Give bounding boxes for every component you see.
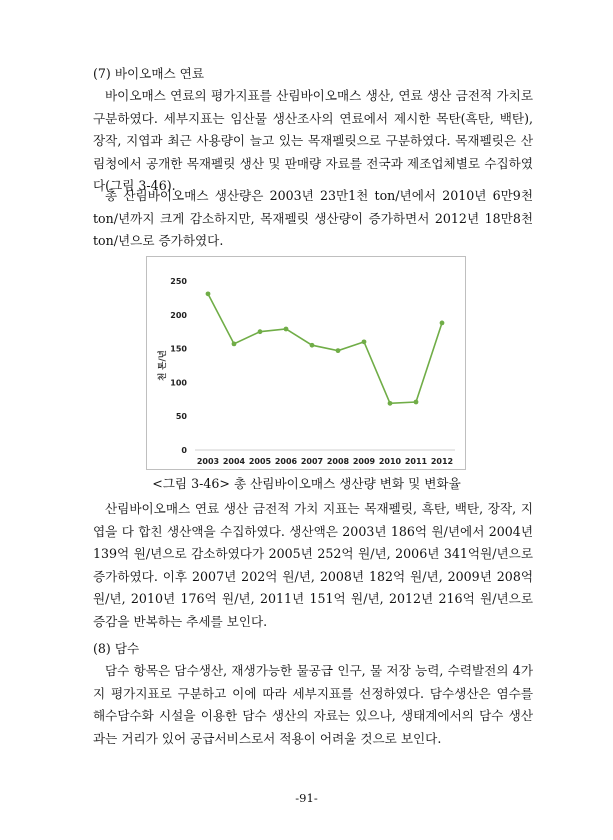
section-8-heading — [93, 638, 533, 661]
x-tick-label: 2008 — [326, 457, 350, 466]
x-tick-label: 2003 — [196, 457, 220, 466]
y-tick-label: 150 — [170, 344, 187, 354]
section-7-paragraph-2 — [93, 185, 533, 253]
data-point — [362, 339, 367, 344]
x-tick-label: 2004 — [222, 457, 246, 466]
data-point — [258, 329, 263, 334]
data-point — [414, 400, 419, 405]
y-axis-label — [157, 350, 168, 381]
y-tick-label: 0 — [181, 446, 187, 455]
section-heading-text: (8) 담수 — [93, 641, 140, 656]
figure-caption: <그림 3-46> 총 산림바이오매스 생산량 변화 및 변화율 — [152, 476, 461, 491]
page-number: -91- — [295, 791, 318, 805]
x-tick-label: 2011 — [404, 457, 428, 466]
x-tick-labels — [197, 457, 453, 466]
y-tick-label: 250 — [170, 277, 187, 286]
section-7-heading — [93, 63, 533, 86]
x-tick-label: 2009 — [352, 457, 376, 466]
x-tick-label: 2012 — [430, 457, 454, 466]
paragraph-3 — [93, 498, 533, 633]
data-point — [232, 341, 237, 346]
paragraph-text: 산림바이오매스 연료 생산 금전적 가치 지표는 목재펠릿, 흑탄, 백탄, 장작, 지엽을 다 합친 생산액을 수집하였다. 생산액은 2003년 186억 원/년에서 2004년 139억 원/년으로 감소하였다가 2005년 252억 원/년, 2006년 341억원/년으로 증가하였다. 이후 2007년 202억 원/년, 2008년 182억 원/년, 2009년 208억 원/년, 2010년 176억 원/년, 2011년 151억 원/년, 2012년 216억 원/년으로 증감을 반복하는 추세를 보인다. — [93, 501, 533, 629]
paragraph-text: 담수 항목은 담수생산, 재생가능한 물공급 인구, 물 저장 능력, 수력발전의 4가지 평가지표로 구분하고 이에 따라 세부지표를 선정하였다. 담수생산은 염수를 해수담수화 시설을 이용한 담수 생산의 자료는 있으나, 생태계에서의 담수 생산과는 거리가 있어 공급서비스로서 적용이 어려울 것으로 보인다. — [93, 663, 533, 746]
biomass-production-chart — [146, 256, 466, 470]
y-tick-label: 200 — [170, 310, 187, 320]
data-point — [440, 321, 445, 326]
paragraph-text: 총 산림바이오매스 생산량은 2003년 23만1천 ton/년에서 2010년 6만9천 ton/년까지 크게 감소하지만, 목재펠릿 생산량이 증가하면서 2012년 18만8천 ton/년으로 증가하였다. — [93, 188, 533, 248]
section-heading-text: (7) 바이오매스 연료 — [93, 66, 205, 81]
x-tick-label: 2005 — [248, 457, 272, 466]
y-tick-labels — [170, 277, 187, 455]
paragraph-text: 바이오매스 연료의 평가지표를 산림바이오매스 생산, 연료 생산 금전적 가치로 구분하였다. 세부지표는 임산물 생산조사의 연료에서 제시한 목탄(흑탄, 백탄), 장작, 지엽과 최근 사용량이 늘고 있는 목재펠릿으로 구분하였다. 목재펠릿은 산림청에서 공개한 목재펠릿 생산 및 판매량 자료를 전국과 제조업체별로 수집하였다(그림 3-46). — [93, 88, 533, 193]
section-7-paragraph-1 — [93, 85, 533, 198]
data-point — [336, 348, 341, 353]
data-point — [388, 401, 393, 406]
y-tick-label: 100 — [170, 378, 187, 388]
x-tick-label: 2006 — [274, 457, 298, 466]
y-axis-title: 천 톤/년 — [158, 350, 168, 381]
x-tick-label: 2010 — [378, 457, 402, 466]
series-line — [208, 294, 442, 404]
data-point — [206, 291, 211, 296]
y-tick-label: 50 — [175, 412, 187, 422]
chart-svg — [147, 257, 465, 469]
x-tick-label: 2007 — [300, 457, 324, 466]
data-point — [310, 343, 315, 348]
section-8-paragraph-1 — [93, 660, 533, 750]
data-point — [284, 327, 289, 332]
